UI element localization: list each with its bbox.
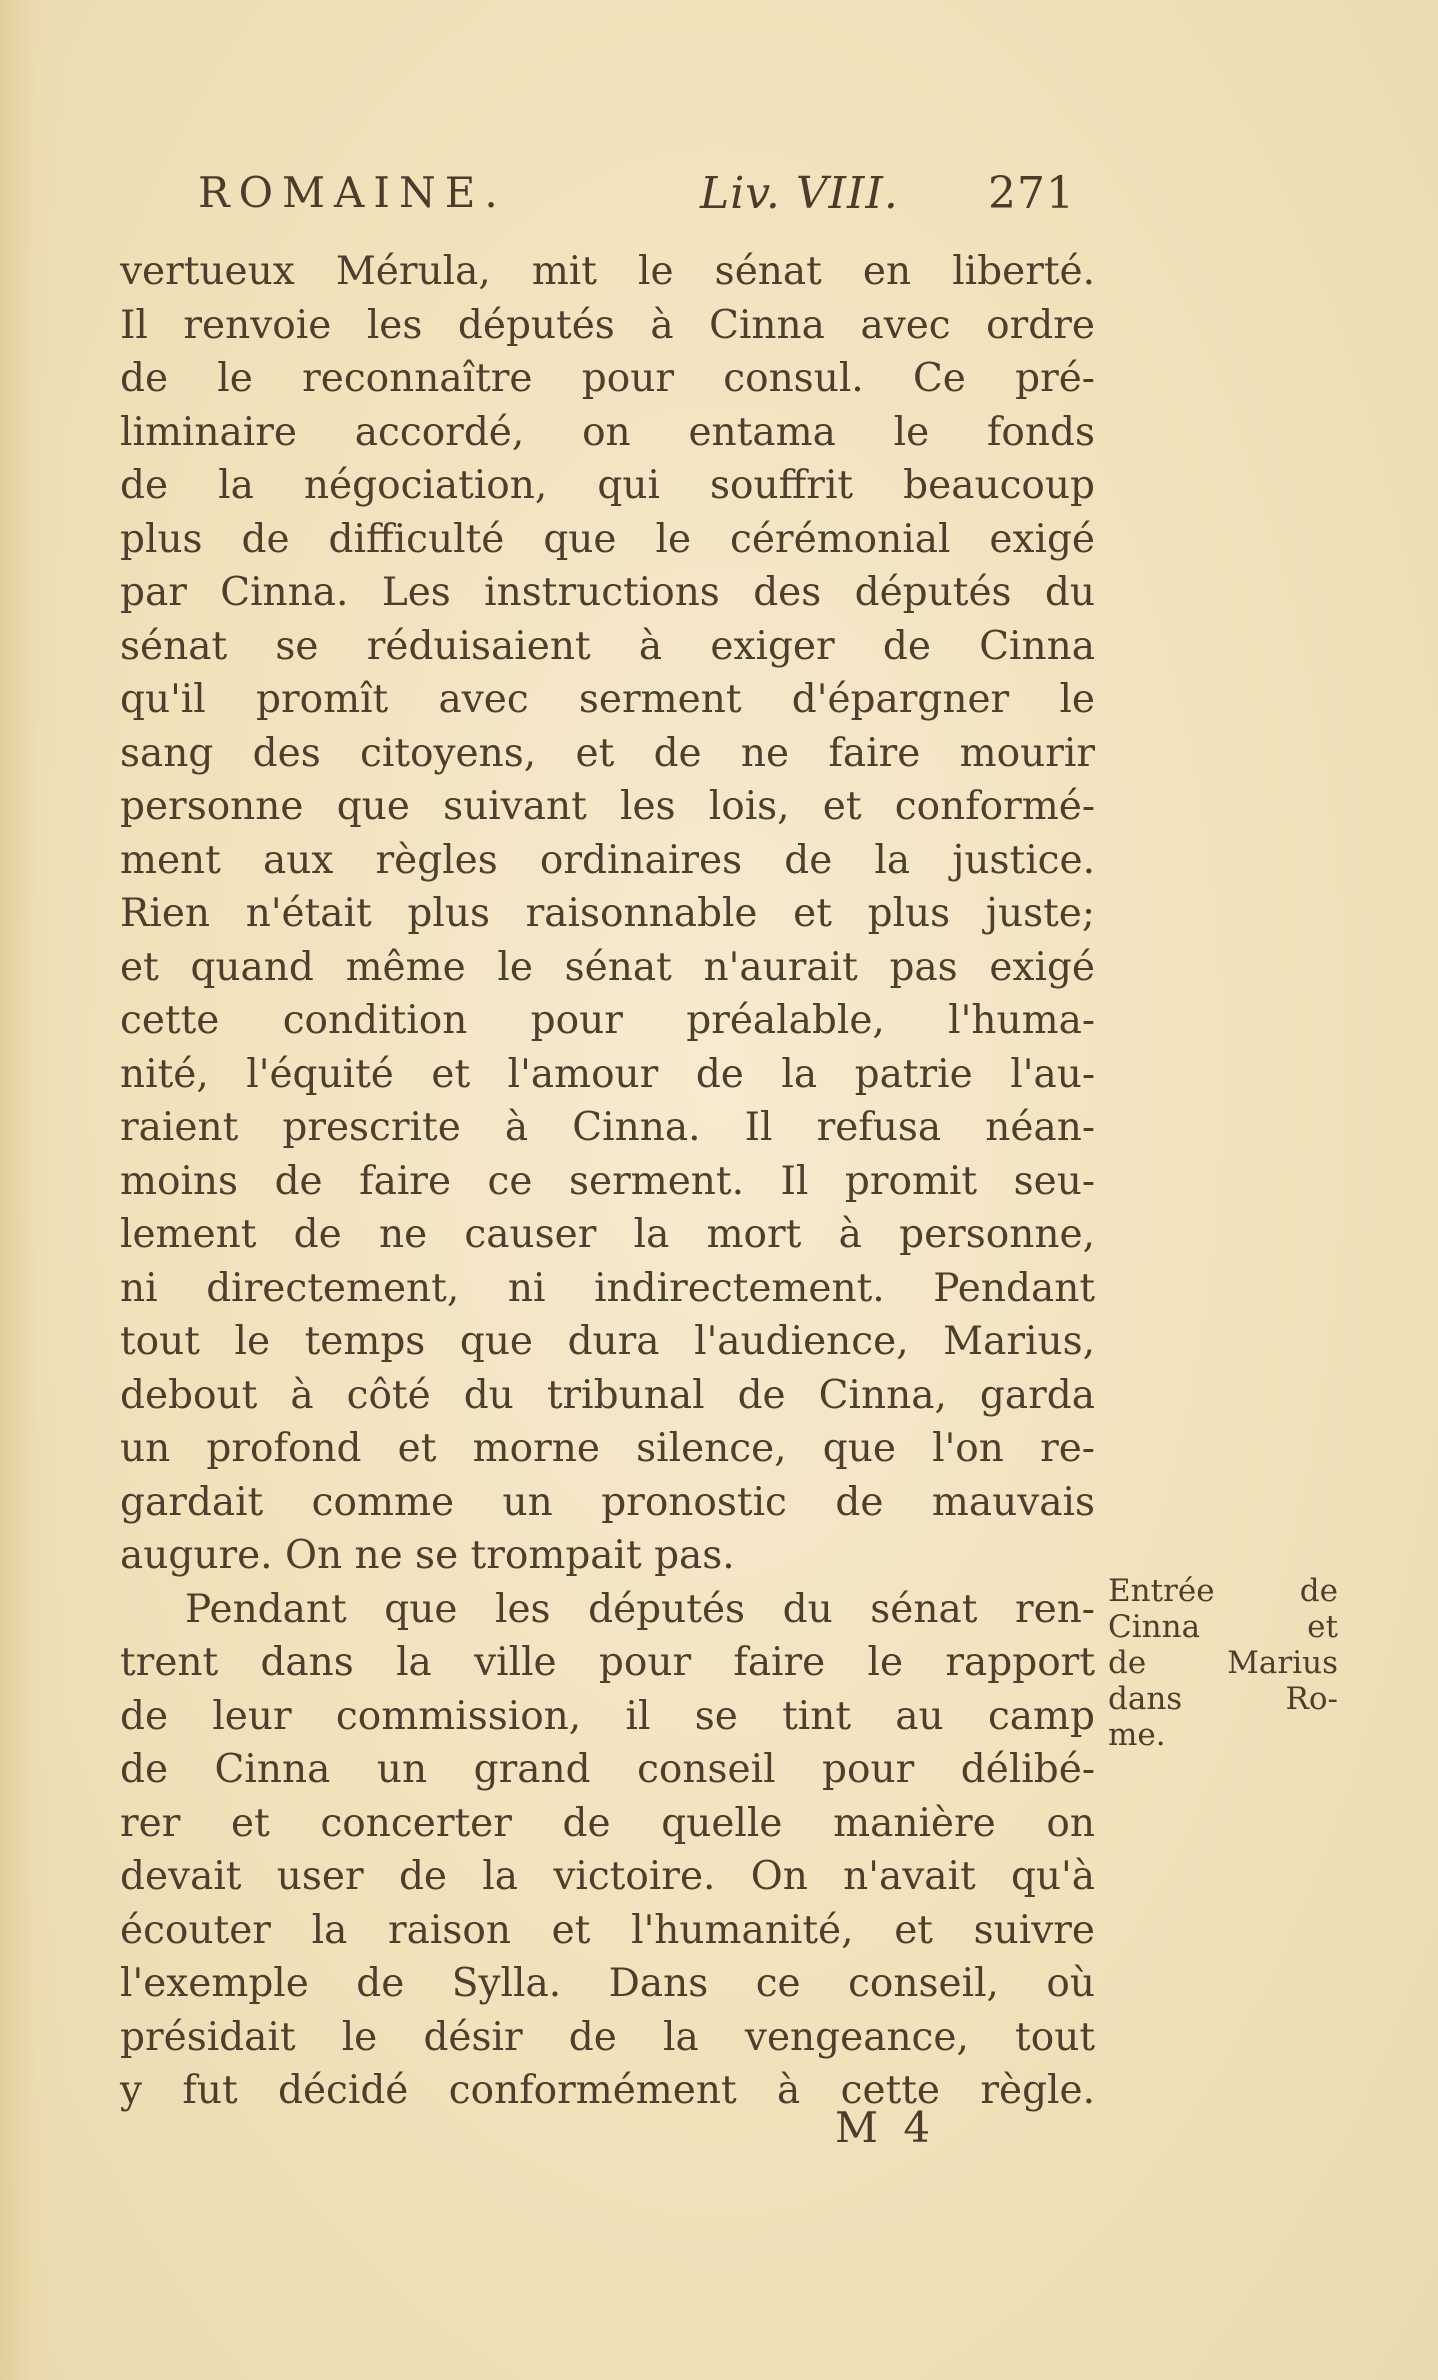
text-line: plus de difficulté que le cérémonial exigé	[120, 516, 1095, 562]
margin-note-line: de Marius	[1108, 1645, 1338, 1681]
margin-note	[1108, 1573, 1338, 1753]
text-line: de leur commission, il se tint au camp	[120, 1693, 1095, 1739]
page-gutter-shadow	[0, 0, 60, 2380]
margin-note-line: Entrée de	[1108, 1573, 1338, 1609]
text-line-paragraph-start: Pendant que les députés du sénat ren-	[185, 1586, 1095, 1632]
text-line: sénat se réduisaient à exiger de Cinna	[120, 623, 1095, 669]
text-line: moins de faire ce serment. Il promit seu-	[120, 1158, 1095, 1204]
running-head-book: Liv. VIII.	[700, 168, 899, 219]
signature-mark: M 4	[835, 2103, 937, 2152]
text-line: sang des citoyens, et de ne faire mourir	[120, 730, 1095, 776]
text-line: présidait le désir de la vengeance, tout	[120, 2014, 1095, 2060]
text-line: liminaire accordé, on entama le fonds	[120, 409, 1095, 455]
text-line: devait user de la victoire. On n'avait qu'à	[120, 1854, 1095, 1899]
text-line: Il renvoie les députés à Cinna avec ordre	[120, 302, 1095, 348]
text-line: vertueux Mérula, mit le sénat en liberté.	[120, 249, 1095, 294]
text-line: tout le temps que dura l'audience, Marius,	[120, 1319, 1095, 1364]
text-line-paragraph-end: augure. On ne se trompait pas.	[120, 1533, 735, 1578]
text-line: rer et concerter de quelle manière on	[120, 1800, 1095, 1846]
text-line: de Cinna un grand conseil pour délibé-	[120, 1747, 1095, 1792]
text-line: raient prescrite à Cinna. Il refusa néan-	[120, 1105, 1095, 1150]
text-line: cette condition pour préalable, l'huma-	[120, 998, 1095, 1043]
text-line: personne que suivant les lois, et conformé-	[120, 784, 1095, 829]
text-line: de le reconnaître pour consul. Ce pré-	[120, 356, 1095, 401]
margin-note-line: me.	[1108, 1717, 1166, 1753]
margin-note-line: Cinna et	[1108, 1609, 1338, 1645]
text-line: et quand même le sénat n'aurait pas exigé	[120, 944, 1095, 990]
text-line: écouter la raison et l'humanité, et suivre	[120, 1907, 1095, 1953]
text-line: de la négociation, qui souffrit beaucoup	[120, 463, 1095, 508]
running-head	[198, 168, 1098, 238]
margin-note-line: dans Ro-	[1108, 1681, 1338, 1717]
text-line: y fut décidé conformément à cette règle.	[120, 2068, 1095, 2113]
text-line: un profond et morne silence, que l'on re-	[120, 1426, 1095, 1471]
text-line: nité, l'équité et l'amour de la patrie l'au-	[120, 1051, 1095, 1097]
text-line: Rien n'était plus raisonnable et plus juste;	[120, 891, 1095, 936]
running-head-title: ROMAINE.	[198, 168, 507, 217]
text-line: trent dans la ville pour faire le rapport	[120, 1640, 1095, 1685]
text-line: l'exemple de Sylla. Dans ce conseil, où	[120, 1961, 1095, 2006]
text-line: gardait comme un pronostic de mauvais	[120, 1479, 1095, 1525]
text-line: lement de ne causer la mort à personne,	[120, 1212, 1095, 1257]
text-line: debout à côté du tribunal de Cinna, garda	[120, 1372, 1095, 1418]
text-line: par Cinna. Les instructions des députés du	[120, 570, 1095, 615]
page-number: 271	[988, 168, 1075, 219]
text-line: ni directement, ni indirectement. Pendant	[120, 1265, 1095, 1311]
text-line: ment aux règles ordinaires de la justice.	[120, 837, 1095, 883]
body-text	[120, 245, 1120, 2118]
text-line: qu'il promît avec serment d'épargner le	[120, 677, 1095, 722]
